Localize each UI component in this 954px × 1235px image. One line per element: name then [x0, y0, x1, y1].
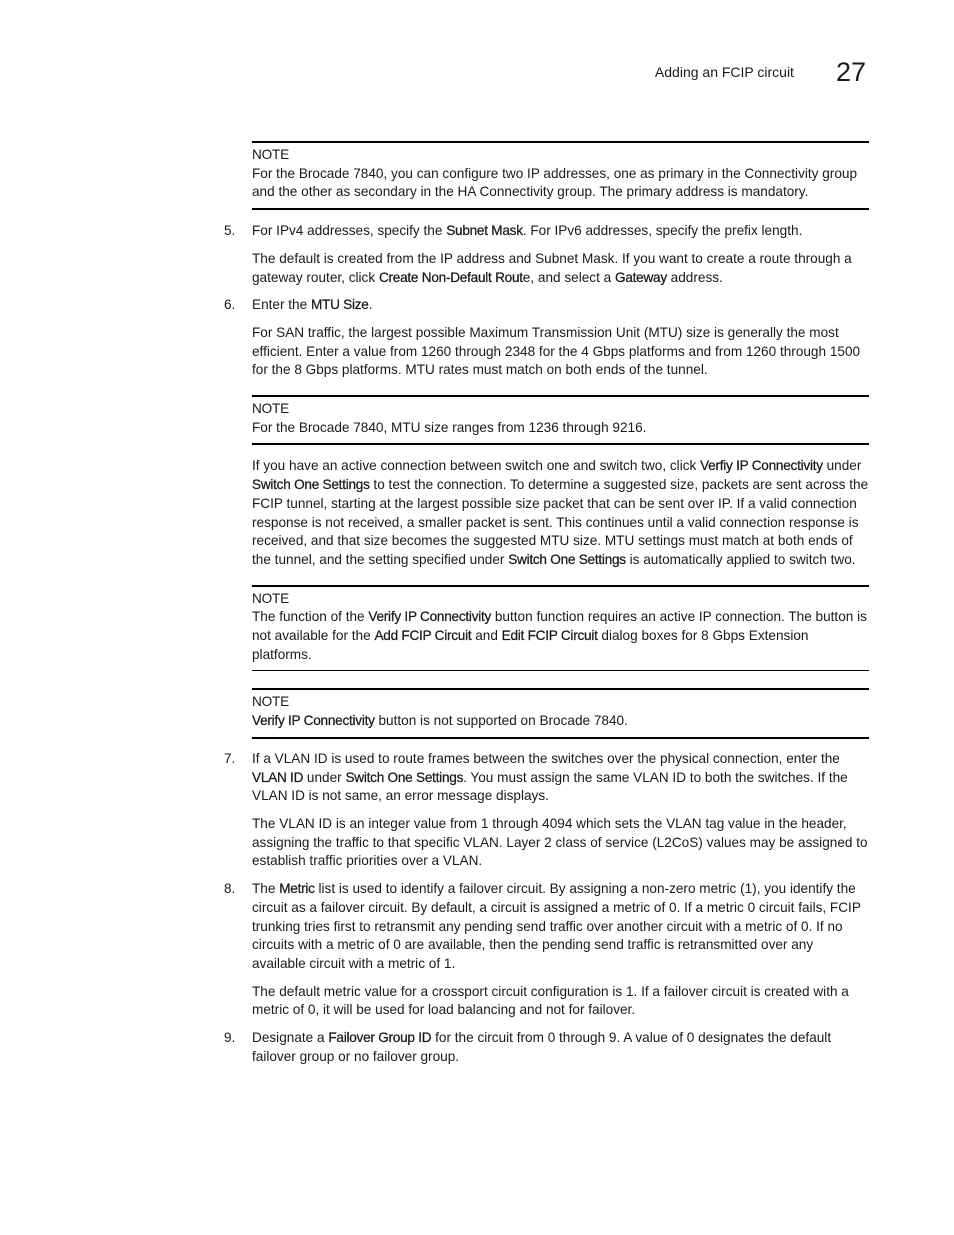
note-text: For the Brocade 7840, MTU size ranges from 1236 through 9216.: [252, 419, 647, 435]
step-8-paragraph-2: The default metric value for a crossport circuit configuration is 1. If a failover circuit is created with a metric of 0, it will be used for load balancing and not for failover.: [252, 983, 849, 1018]
ui-term-add-fcip-circuit: Add FCIP Circuit: [374, 628, 472, 644]
step-8: [224, 880, 869, 1020]
note-text: Verify IP Connectivity button is not supported on Brocade 7840.: [252, 713, 628, 729]
ui-term-metric: Metric: [279, 881, 315, 897]
note-label: NOTE: [252, 590, 289, 606]
ui-term-create-non-default-route: Create Non-Default Rout: [378, 269, 523, 285]
step-5: [224, 222, 869, 287]
ui-term-switch-one-settings: Switch One Settings: [252, 477, 370, 493]
ui-term-switch-one-settings: Switch One Settings: [345, 769, 464, 785]
note-label: NOTE: [252, 694, 289, 710]
ui-term-gateway: Gateway: [615, 269, 667, 285]
note-text: The function of the Verify IP Connectivity button function requires an active IP connection. The button is not available for the Add FCIP Circuit and Edit FCIP Circuit dialog boxes for 8 Gbps Extension platforms.: [252, 609, 867, 662]
step-number: 5.: [224, 223, 236, 239]
ui-term-failover-group-id: Failover Group ID: [328, 1030, 432, 1046]
ui-term-mtu-size: MTU Size: [310, 297, 369, 313]
note-text: For the Brocade 7840, you can configure two IP addresses, one as primary in the Connectivity group and the other as secondary in the HA Connectivity group. The primary address is mandatory.: [252, 165, 858, 200]
ui-term-edit-fcip-circuit: Edit FCIP Circuit: [501, 628, 598, 644]
ui-term-subnet-mask: Subnet Mask: [446, 223, 523, 239]
ui-term-verify-ip-connectivity: Verify IP Connectivity: [368, 609, 492, 625]
step-6-paragraph-1: Enter the MTU Size.: [252, 297, 373, 313]
page-header: [655, 54, 866, 90]
step-number: 6.: [224, 297, 236, 313]
verify-connectivity-paragraph: If you have an active connection between switch one and switch two, click Verfiy IP Connectivity under Switch One Settings to test the connection. To determine a suggested size, packets are sent across the FCIP tunnel, starting at the largest possible size packet that can be sent over IP. If a valid connection response is not received, a smaller packet is sent. This continues until a valid connection response is received, and that size becomes the suggested MTU size. MTU settings must match at both ends of the tunnel, and the setting specified under Switch One Settings is automatically applied to switch two.: [252, 458, 869, 567]
ui-term-verify-ip-connectivity: Verify IP Connectivity: [252, 713, 375, 729]
ui-term-switch-one-settings: Switch One Settings: [508, 551, 626, 567]
note-box: [252, 141, 869, 210]
step-8-paragraph-1: The Metric list is used to identify a failover circuit. By assigning a non-zero metric (1), you identify the circuit as a failover circuit. By default, a circuit is assigned a metric of 0. If a metric 0 circuit fails, FCIP trunking tries first to retransmit any pending send traffic over another circuit with a metric of 0. If no circuits with a metric of 0 are available, then the pending send traffic is retransmitted over any available circuit with a metric of 1.: [252, 881, 861, 971]
note-label: NOTE: [252, 147, 289, 162]
step-number: 8.: [224, 881, 236, 897]
running-header-title: Adding an FCIP circuit: [654, 64, 794, 80]
ui-term-vlan-id: VLAN ID: [252, 769, 304, 785]
step-7-paragraph-2: The VLAN ID is an integer value from 1 through 4094 which sets the VLAN tag value in the header, assigning the traffic to that specific VLAN. Layer 2 class of service (L2CoS) values may be assigned to establish traffic priorities over a VLAN.: [252, 815, 868, 869]
step-number: 7.: [224, 750, 236, 766]
step-number: 9.: [224, 1030, 236, 1046]
step-9-paragraph-1: Designate a Failover Group ID for the circuit from 0 through 9. A value of 0 designates the default failover group or no failover group.: [252, 1030, 832, 1064]
chapter-number: 27: [835, 56, 866, 87]
step-6: [224, 296, 869, 739]
step-9: [224, 1029, 869, 1066]
note-label: NOTE: [252, 401, 289, 417]
page-content: [224, 141, 869, 1066]
ui-term-verify-ip-connectivity: Verfiy IP Connectivity: [700, 458, 823, 474]
step-6-paragraph-2: For SAN traffic, the largest possible Maximum Transmission Unit (MTU) size is generally the most efficient. Enter a value from 1260 through 2348 for the 4 Gbps platforms and from 1260 through 1500 for the 8 Gbps platforms. MTU rates must match on both ends of the tunnel.: [252, 324, 861, 378]
step-7: [224, 750, 869, 871]
note-box: [252, 395, 869, 445]
step-7-paragraph-1: If a VLAN ID is used to route frames between the switches over the physical connection, enter the VLAN ID under Switch One Settings. You must assign the same VLAN ID to both the switches. If the VLAN ID is not same, an error message displays.: [252, 750, 848, 804]
note-box: [252, 688, 869, 738]
step-5-paragraph-1: For IPv4 addresses, specify the Subnet Mask. For IPv6 addresses, specify the prefix length.: [252, 223, 803, 239]
note-box: [252, 585, 869, 672]
step-5-paragraph-2: The default is created from the IP address and Subnet Mask. If you want to create a route through a gateway router, click Create Non-Default Route, and select a Gateway address.: [252, 250, 852, 285]
